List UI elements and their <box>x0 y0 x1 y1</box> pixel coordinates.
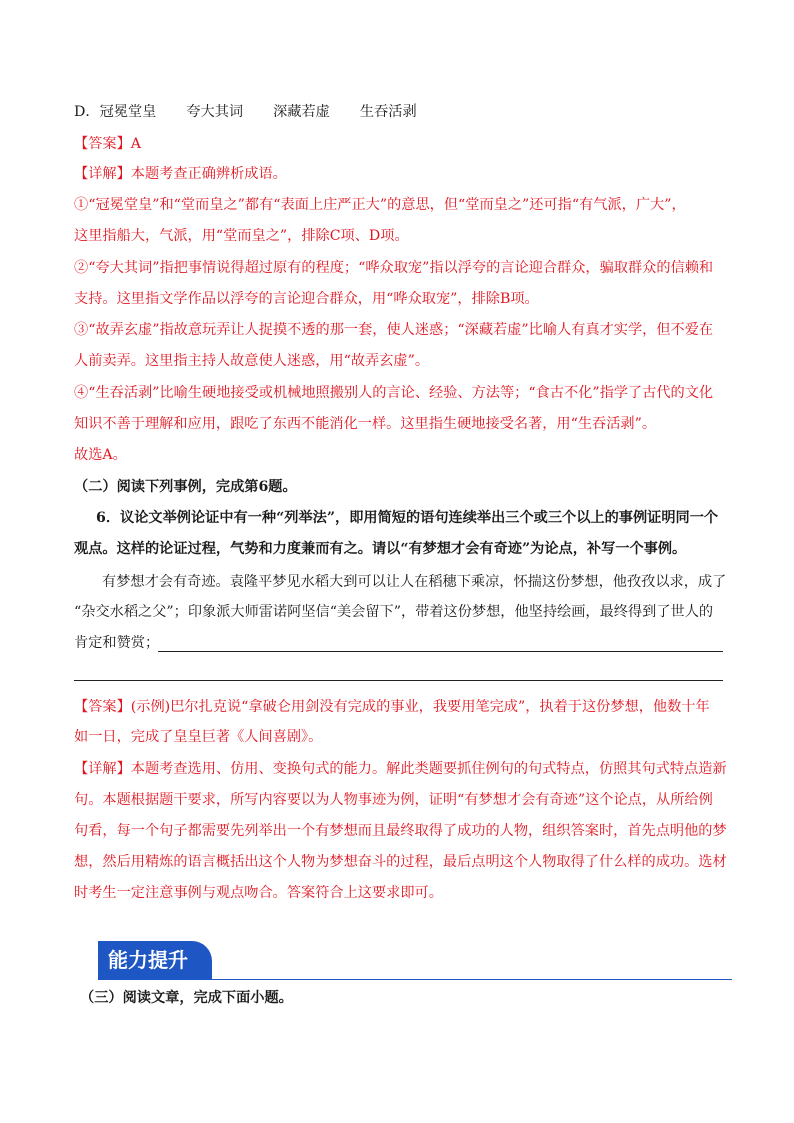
q6-prompt-line: 6．议论文举例论证中有一种“列举法”，即用简短的语句连续举出三个或三个以上的事例证明同一个 <box>96 510 719 526</box>
q6-prompt-line: 观点。这样的论证过程，气势和力度兼而有之。请以“有梦想才会有奇迹”为论点，补写一个事例。 <box>74 541 687 557</box>
q6-answer-line: 【答案】(示例)巴尔扎克说“拿破仑用剑没有完成的事业，我要用笔完成”，执着于这份梦想，他数十年 <box>74 699 710 715</box>
section-badge: 能力提升 <box>98 941 212 979</box>
q5-detail-line: ②“夸大其词”指把事情说得超过原有的程度；“哗众取宠”指以浮夸的言论迎合群众，骗取群众的信赖和 <box>74 260 714 276</box>
badge-underline <box>98 979 732 980</box>
section3-heading: （三）阅读文章，完成下面小题。 <box>80 990 293 1006</box>
fill-blank-line <box>158 651 723 652</box>
q5-detail-line: ④“生吞活剥”比喻生硬地接受或机械地照搬别人的言论、经验、方法等；“食古不化”指学了古代的文化 <box>74 385 714 401</box>
q6-detail-line: 句。本题根据题干要求，所写内容要以为人物事迹为例，证明“有梦想才会有奇迹”这个论点，从所给例 <box>74 792 713 808</box>
option-word-1: 冠冕堂皇 <box>99 104 157 120</box>
option-word-4: 生吞活剥 <box>359 104 417 120</box>
passage-line: 有梦想才会有奇迹。袁隆平梦见水稻大到可以让人在稻穗下乘凉，怀揣这份梦想，他孜孜以求，成了 <box>102 574 727 590</box>
option-label: D． <box>74 104 100 120</box>
q5-detail-line: 支持。这里指文学作品以浮夸的言论迎合群众，用“哗众取宠”，排除B项。 <box>74 291 539 307</box>
q5-detail-line: ③“故弄玄虚”指故意玩弄让人捉摸不透的那一套，使人迷惑；“深藏若虚”比喻人有真才实学，但不爱在 <box>74 322 714 338</box>
q5-detail-line: 这里指船大，气派，用“堂而皇之”，排除C项、D项。 <box>74 228 409 244</box>
section2-heading: （二）阅读下列事例，完成第6题。 <box>74 479 297 495</box>
q5-detail-line: 【详解】本题考查正确辨析成语。 <box>74 166 287 182</box>
q5-detail-line: 故选A。 <box>74 447 127 463</box>
option-word-3: 深藏若虚 <box>273 104 330 120</box>
passage-line: 肯定和赞赏； <box>74 635 160 651</box>
q6-answer-line: 如一日，完成了皇皇巨著《人间喜剧》。 <box>74 729 323 745</box>
q6-detail-line: 时考生一定注意事例与观点吻合。答案符合上这要求即可。 <box>74 885 443 901</box>
option-word-2: 夸大其词 <box>186 104 244 120</box>
q5-detail-line: 知识不善于理解和应用，跟吃了东西不能消化一样。这里指生硬地接受名著，用“生吞活剥”。 <box>74 416 657 432</box>
q6-detail-line: 想，然后用精炼的语言概括出这个人物为梦想奋斗的过程，最后点明这个人物取得了什么样的成功。选材 <box>74 854 727 870</box>
q5-detail-line: ①“冠冕堂皇”和“堂而皇之”都有“表面上庄严正大”的意思，但“堂而皇之”还可指“有气派，广大”， <box>74 197 686 213</box>
q5-detail-line: 人前卖弄。这里指主持人故意使人迷惑，用“故弄玄虚”。 <box>74 353 430 369</box>
q6-detail-line: 句看，每一个句子都需要先列举出一个有梦想而且最终取得了成功的人物，组织答案时，首先点明他的梦 <box>74 823 727 839</box>
q5-option-d <box>74 102 724 122</box>
q5-answer: 【答案】A <box>74 136 141 152</box>
q6-detail-line: 【详解】本题考查选用、仿用、变换句式的能力。解此类题要抓住例句的句式特点，仿照其句式特点造新 <box>74 761 727 777</box>
passage-line: “杂交水稻之父”；印象派大师雷诺阿坚信“美会留下”，带着这份梦想，他坚持绘画，最终得到了世人的 <box>74 604 714 620</box>
fill-blank-line <box>74 680 723 681</box>
